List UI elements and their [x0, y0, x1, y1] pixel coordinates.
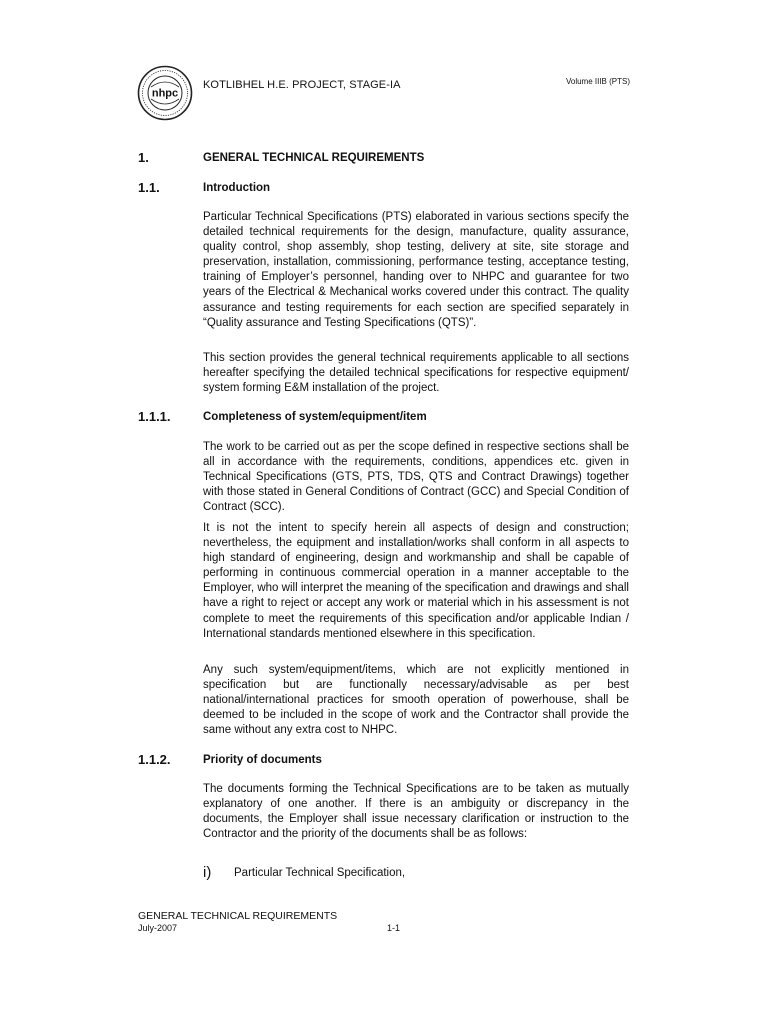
nhpc-logo — [137, 65, 193, 121]
section-title-1-1-2: Priority of documents — [203, 754, 322, 766]
section-number-1-1-2: 1.1.2. — [138, 752, 171, 767]
page-number: 1-1 — [387, 923, 401, 933]
section-number-1: 1. — [138, 150, 149, 165]
section-number-1-1-1: 1.1.1. — [138, 409, 171, 424]
paragraph-intro-2: This section provides the general technical requirements applicable to all sections hereafter specifying the detailed technical specifications for respective equipment/ system forming E&M installation of the project. — [203, 352, 629, 395]
paragraph-intro-1: Particular Technical Specifications (PTS) elaborated in various sections specify the detailed technical requirements for the design, manufacture, quality assurance, quality control, shop assembly, shop testing, delivery at site, site storage and preservation, installation, commissioning, performance testing, acceptance testing, training of Employer’s personnel, handing over to NHPC and guarantee for two years of the Electrical & Mechanical works covered under this contract. The quality assurance and testing requirements for each section are specified separately in “Quality assurance and Testing Specifications (QTS)”. — [203, 211, 629, 329]
section-title-1: GENERAL TECHNICAL REQUIREMENTS — [203, 152, 425, 164]
paragraph-completeness-2: It is not the intent to specify herein all aspects of design and construction; nevertheless, the equipment and installation/works shall conform in all aspects to high standard of engineering, design and workmanship and shall be capable of performing in continuous commercial operation in a manner acceptable to the Employer, who will interpret the meaning of the specification and drawings and shall have a right to reject or accept any work or material which in his assessment is not complete to meet the requirements of this specification and/or applicable Indian / International standards mentioned elsewhere in this specification. — [203, 522, 629, 640]
section-title-1-1-1: Completeness of system/equipment/item — [203, 411, 427, 423]
list-item-marker: i) — [203, 864, 212, 881]
footer-date: July-2007 — [138, 923, 178, 933]
paragraph-priority-1: The documents forming the Technical Specifications are to be taken as mutually explanatory of one another. If there is an ambiguity or discrepancy in the documents, the Employer shall issue necessary clarification or instruction to the Contractor and the priority of the documents shall be as follows: — [203, 783, 629, 841]
paragraph-completeness-3: Any such system/equipment/items, which are not explicitly mentioned in specification but are functionally necessary/advisable as per best national/international practices for smooth operation of powerhouse, shall be deemed to be included in the scope of work and the Contractor shall provide the same without any extra cost to NHPC. — [203, 664, 629, 737]
section-number-1-1: 1.1. — [138, 180, 160, 195]
volume-label: Volume IIIB (PTS) — [565, 77, 630, 86]
paragraph-completeness-1: The work to be carried out as per the scope defined in respective sections shall be all in accordance with the requirements, conditions, appendices etc. given in Technical Specifications (GTS, PTS, TDS, QTS and Contract Drawings) together with those stated in General Conditions of Contract (GCC) and Special Condition of Contract (SCC). — [203, 441, 629, 514]
list-item-text: Particular Technical Specification, — [234, 867, 406, 879]
section-title-1-1: Introduction — [203, 182, 271, 194]
logo-text: nhpc — [151, 87, 179, 100]
footer-title: GENERAL TECHNICAL REQUIREMENTS — [138, 910, 338, 922]
project-title: KOTLIBHEL H.E. PROJECT, STAGE-IA — [203, 79, 401, 91]
nhpc-seal-icon — [137, 65, 193, 121]
